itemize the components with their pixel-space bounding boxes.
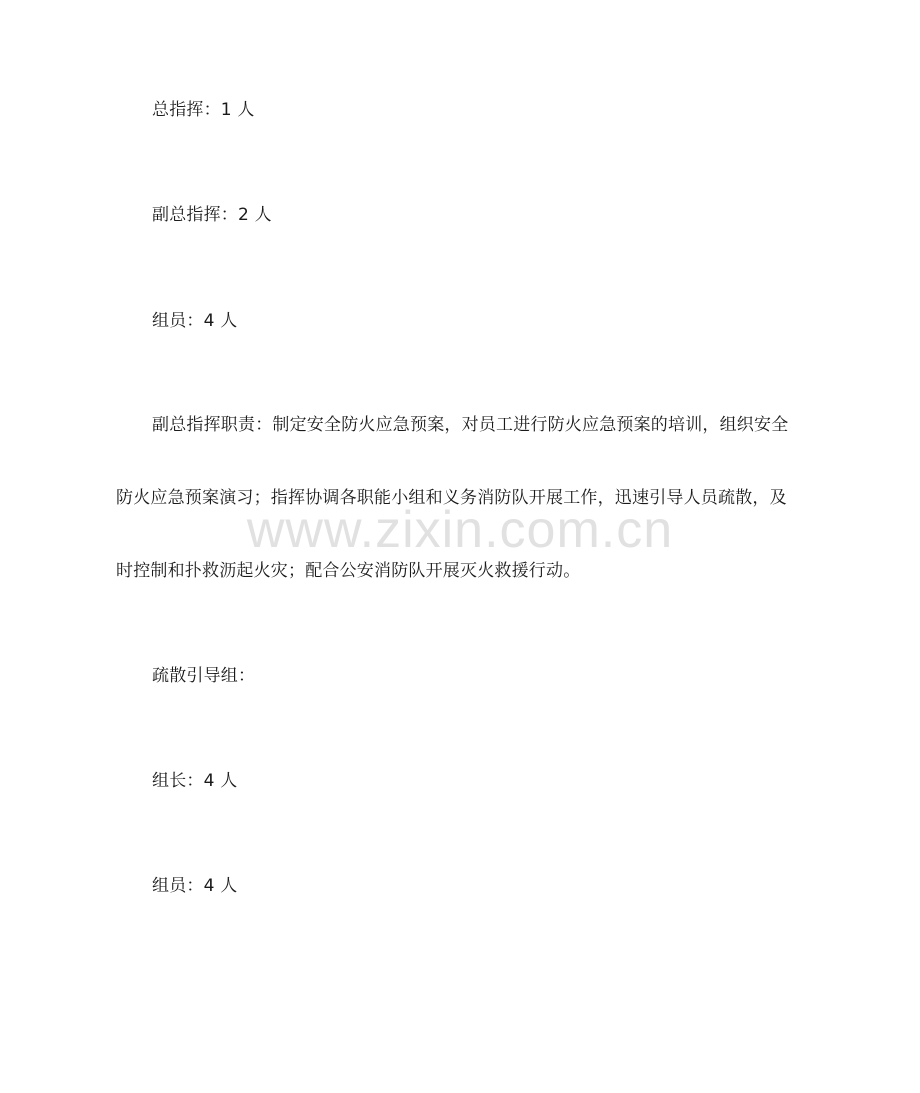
members-line: 组员：4 人 — [152, 311, 238, 331]
commander-line: 总指挥：1 人 — [152, 100, 255, 120]
duties-paragraph-line-3: 时控制和扑救沥起火灾；配合公安消防队开展灭火救援行动。 — [116, 561, 581, 581]
duties-paragraph-line-2: 防火应急预案演习；指挥协调各职能小组和义务消防队开展工作，迅速引导人员疏散，及 — [116, 488, 787, 508]
duties-paragraph-line-1: 副总指挥职责：制定安全防火应急预案，对员工进行防火应急预案的培训，组织安全 — [152, 415, 789, 435]
watermark: www.zixin.com.cn — [246, 501, 674, 559]
group-members-line: 组员：4 人 — [152, 876, 238, 896]
evacuation-group-heading: 疏散引导组： — [152, 666, 256, 686]
deputy-commander-line: 副总指挥：2 人 — [152, 205, 272, 225]
group-leader-line: 组长：4 人 — [152, 771, 238, 791]
